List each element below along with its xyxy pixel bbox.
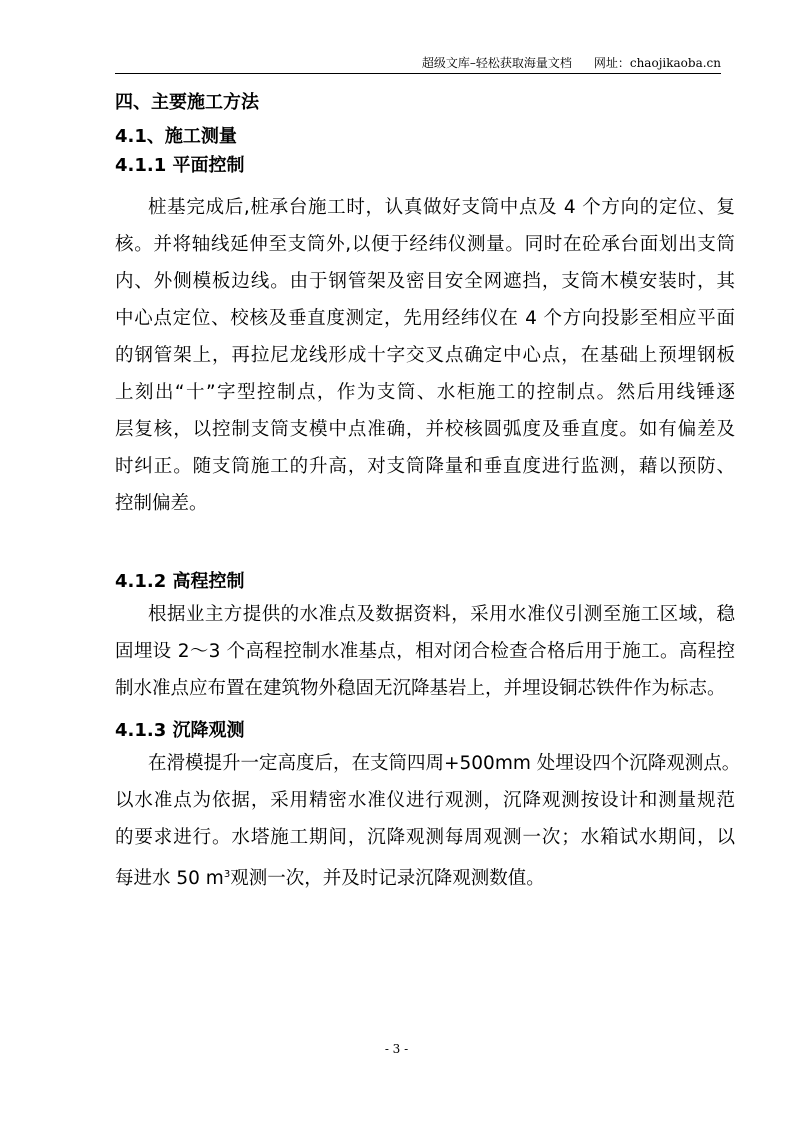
paragraph-line: 控制偏差。 <box>115 493 208 514</box>
paragraph-line: 时纠正。随支筒施工的升高，对支筒降量和垂直度进行监测，藉以预防、 <box>115 456 735 477</box>
header-site: 超级文库–轻松获取海量文档 <box>421 56 572 70</box>
text: 每进水 50 m <box>115 868 224 890</box>
heading-settlement: 4.1.3 沉降观测 <box>115 720 245 741</box>
paragraph-line: 制水准点应布置在建筑物外稳固无沉降基岩上，并埋设铜芯铁件作为标志。 <box>115 678 726 699</box>
paragraph-line: 上刻出“十”字型控制点，作为支筒、水柜施工的控制点。然后用线锤逐 <box>115 382 735 403</box>
paragraph-line: 核。并将轴线延伸至支筒外,以便于经纬仪测量。同时在砼承台面划出支筒 <box>115 234 735 255</box>
section-heading: 四、主要施工方法 <box>115 92 259 113</box>
heading-plane-control: 4.1.1 平面控制 <box>115 155 245 176</box>
paragraph-line: 中心点定位、校核及垂直度测定，先用经纬仪在 4 个方向投影至相应平面 <box>115 308 735 329</box>
paragraph-line: 以水准点为依据，采用精密水准仪进行观测，沉降观测按设计和测量规范 <box>115 790 735 811</box>
page-number: - 3 - <box>384 1042 409 1056</box>
header-rule <box>115 73 721 74</box>
subsection-heading: 4.1、施工测量 <box>115 126 237 147</box>
paragraph-line: 的钢管架上，再拉尼龙线形成十字交叉点确定中心点，在基础上预埋钢板 <box>115 345 735 366</box>
paragraph-line: 内、外侧模板边线。由于钢管架及密目安全网遮挡，支筒木模安装时，其 <box>115 271 735 292</box>
heading-elevation-control: 4.1.2 高程控制 <box>115 571 245 592</box>
paragraph-line <box>115 863 735 891</box>
paragraph-line: 根据业主方提供的水准点及数据资料，采用水准仪引测至施工区域，稳 <box>148 604 735 625</box>
paragraph-line: 固埋设 2～3 个高程控制水准基点，相对闭合检查合格后用于施工。高程控 <box>115 641 735 662</box>
paragraph-line: 层复核，以控制支筒支模中点准确，并校核圆弧度及垂直度。如有偏差及 <box>115 419 735 440</box>
paragraph-line: 的要求进行。水塔施工期间，沉降观测每周观测一次；水箱试水期间，以 <box>115 827 735 848</box>
paragraph-line: 在滑模提升一定高度后，在支筒四周+500mm 处埋设四个沉降观测点。 <box>148 753 741 774</box>
superscript: 3 <box>223 869 231 880</box>
text: 观测一次，并及时记录沉降观测数值。 <box>230 868 545 890</box>
paragraph-line: 桩基完成后,桩承台施工时，认真做好支筒中点及 4 个方向的定位、复 <box>148 197 735 218</box>
page-header <box>422 54 721 71</box>
header-url: 网址：chaojikaoba.cn <box>593 56 721 70</box>
